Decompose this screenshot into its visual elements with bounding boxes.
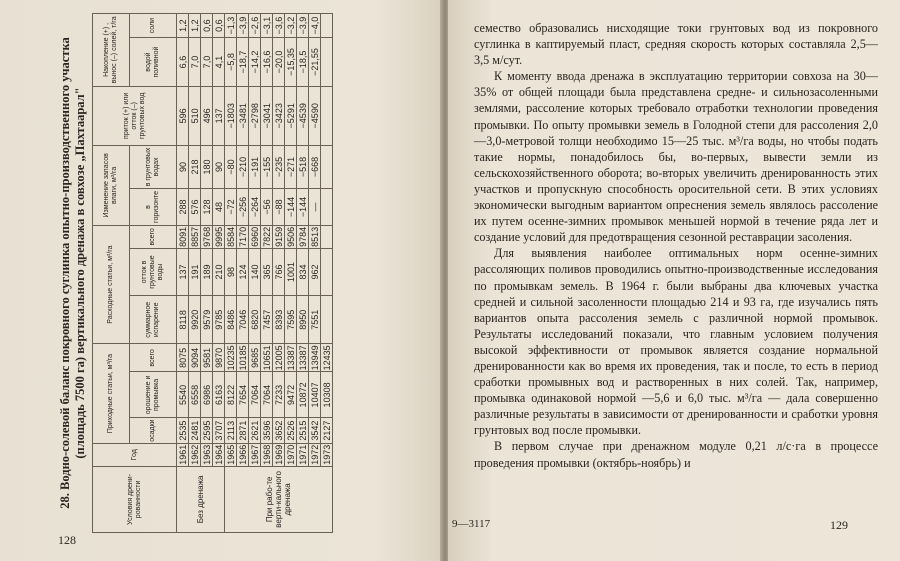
left-page-number: 128: [58, 533, 76, 547]
table-cell: −144: [285, 189, 297, 226]
paragraph: семество образовались нисходящие токи грунтовых вод из покровного суглинка в каптируемый пласт, средняя скорость которых составляла 2,5—3,5 м/сут.: [474, 21, 878, 68]
table-cell: −191: [249, 145, 261, 188]
table-cell: 2621: [249, 418, 261, 443]
table-cell: 2595: [201, 418, 213, 443]
table-cell: 6986: [201, 372, 213, 418]
rotated-table-block: [58, 13, 378, 533]
table-cell: 137: [177, 248, 189, 295]
table-cell: [321, 14, 333, 38]
table-cell: [321, 248, 333, 295]
table-cell: 2127: [321, 418, 333, 443]
table-cell: −88: [273, 189, 285, 226]
table-cell: [321, 145, 333, 188]
table-cell: 10872: [297, 372, 309, 418]
table-cell: 10235: [225, 345, 236, 371]
table-cell: −3,1: [261, 14, 273, 38]
table-cell: 0,6: [213, 14, 225, 38]
water-salt-balance-table: [92, 13, 333, 533]
table-cell: 2481: [189, 418, 201, 443]
table-cell: 365: [261, 248, 273, 295]
table-cell: −668: [309, 145, 321, 188]
table-cell: −4590: [309, 86, 321, 145]
table-cell: [321, 38, 333, 86]
table-cell: 0,6: [201, 14, 213, 38]
table-cell: 48: [213, 189, 225, 226]
paragraph: В первом случае при дренажном модуле 0,21 л/с·га в процессе проведения промывки (октябрь-ноябрь) и: [474, 439, 878, 470]
table-cell: 13949: [309, 345, 320, 371]
table-cell: 10651: [261, 345, 272, 371]
table-cell: 834: [297, 248, 309, 295]
table-cell: 3596: [261, 418, 273, 443]
table-row: [237, 14, 249, 533]
table-cell: 3707: [213, 418, 225, 443]
table-cell: −235: [273, 145, 285, 188]
table-cell: −5,8: [225, 38, 237, 86]
table-cell: 9870: [213, 344, 225, 372]
table-cell: 2113: [225, 418, 237, 443]
table-cell: 2526: [285, 418, 297, 443]
table-cell: 137: [213, 86, 225, 145]
table-cell: 3542: [309, 418, 321, 443]
col-evaporation: суммарное испарение: [130, 296, 177, 344]
table-cell: −210: [237, 145, 249, 188]
table-cell: 9785: [213, 296, 225, 344]
table-cell: −3,9: [297, 14, 309, 38]
col-horizon: в горизонте: [130, 189, 177, 226]
table-row: [285, 14, 297, 533]
col-irrigation: орошение и промывка: [130, 372, 177, 418]
left-page: [0, 0, 444, 561]
table-cell: −271: [285, 145, 297, 188]
table-cell: 9784: [297, 226, 308, 247]
table-cell: 1964: [213, 444, 224, 465]
table-cell: 2535: [177, 418, 189, 443]
table-cell: 1962: [189, 444, 200, 465]
table-cell: 9768: [201, 226, 212, 247]
table-cell: 7233: [273, 372, 285, 418]
table-cell: −15,35: [285, 38, 297, 86]
table-cell: 1963: [201, 444, 212, 465]
table-row: [249, 14, 261, 533]
table-cell: 180: [201, 145, 213, 188]
group-salts: Накопление (+) , вынос (–) солей, т/га: [93, 14, 130, 87]
table-cell: 1969: [273, 444, 284, 465]
table-cell: 9159: [273, 226, 284, 247]
table-cell: 496: [201, 86, 213, 145]
table-header-groups: [93, 14, 130, 533]
table-cell: 8950: [297, 296, 309, 344]
table-cell: 10308: [321, 372, 333, 418]
table-cell: 510: [189, 86, 201, 145]
table-cell: −3,6: [273, 14, 285, 38]
table-cell: 9579: [201, 296, 213, 344]
table-body: [177, 14, 333, 533]
table-cell: 1,2: [177, 14, 189, 38]
table-cell: [321, 189, 333, 226]
table-cell: 5540: [177, 372, 189, 418]
table-cell: 8584: [225, 226, 236, 247]
table-cell: −1,3: [225, 14, 237, 38]
col-salts: соли: [130, 14, 177, 38]
table-cell: 12435: [321, 345, 332, 371]
table-cell: 6163: [213, 372, 225, 418]
table-cell: 90: [177, 145, 189, 188]
right-page-number: 129: [830, 518, 848, 532]
table-cell: −144: [297, 189, 309, 226]
table-cell: 7170: [237, 226, 248, 247]
table-cell: −4,0: [309, 14, 321, 38]
paragraph: К моменту ввода дренажа в эксплуатацию территории совхоза на 30—35% от общей площади была представлена средне- и сильнозасоленными землями, рассоление которых требовало отработки технологии проведения промывки. По опыту промывки земель в Голодной степи для рассоления 2,0—3,0-метровой толщи необходимо 15—25 тыс. м³/га воды, но чтобы подать такие нормы, понадобилось бы, во-первых, вывести земли из сельскохозяйственного оборота; во-вторых увеличить дренированность этих участков и пропускную способность оросительной сети. В этих условиях экономически выгодным вариантом опреснения земель являлось рассоление их путем осенне-зимних промывок меньшей нормой в течение ряда лет и создание условий для предотвращения сезонной реставрации засоления.: [474, 69, 878, 245]
table-cell: −256: [237, 189, 249, 226]
table-cell: 12005: [273, 345, 284, 371]
table-cell: 4,1: [213, 38, 225, 86]
table-cell: −2,6: [249, 14, 261, 38]
table-cell: 9581: [201, 344, 213, 372]
table-cell: −14,2: [249, 38, 261, 86]
table-cell: −16,6: [261, 38, 273, 86]
table-cell: −5291: [285, 86, 297, 145]
signature-mark: 9—3117: [452, 518, 491, 530]
group-moisture-change: Изменение запасов влаги, м³/га: [93, 145, 130, 225]
table-cell: −3423: [273, 86, 285, 145]
body-text: [474, 20, 878, 471]
table-cell: 124: [237, 248, 249, 295]
table-cell: 9094: [189, 344, 201, 372]
table-cell: 7457: [261, 296, 273, 344]
table-cell: 766: [273, 248, 285, 295]
table-cell: 1961: [177, 444, 188, 465]
table-row: [189, 14, 201, 533]
table-cell: 7654: [237, 372, 249, 418]
table-cell: −18,7: [237, 38, 249, 86]
table-cell: 1001: [285, 248, 297, 295]
table-cell: 8091: [177, 226, 188, 247]
table-cell: 9506: [285, 226, 296, 247]
table-row: [321, 14, 333, 533]
table-row: [213, 14, 225, 533]
table-cell: 9995: [213, 226, 224, 247]
table-cell: 3652: [273, 418, 285, 443]
col-groundwater-flow: приток (+) или отток (–) грунтовых вод: [93, 86, 177, 145]
table-cell: 7064: [249, 372, 261, 418]
table-cell: 596: [177, 86, 189, 145]
table-cell: 98: [225, 248, 237, 295]
table-cell: 9920: [189, 296, 201, 344]
table-cell: 8513: [309, 226, 320, 247]
table-cell: −80: [225, 145, 237, 188]
table-cell: 8857: [189, 226, 200, 247]
table-row: [225, 14, 237, 533]
table-cell: 2871: [237, 418, 249, 443]
table-row: [297, 14, 309, 533]
table-cell: 10407: [309, 372, 321, 418]
table-cell: 7822: [261, 226, 272, 247]
paragraph: Для выявления наиболее оптимальных норм осенне-зимних рассоляющих поливов проводились опытно-производственные исследования по промывкам земель. В 1964 г. были выбраны два ключевых участка средней и сильной засоленности площадью 214 и 93 га, где изучались пять вариантов опыта рассоления земель с различной нормой промывок. Результаты исследований показали, что главным условием получения высокой эффективности от промывок является создание нормальной дренированности как во время их проведения, так и после, то есть в период сработки промывных вод и растворенных в них солей. Так, например, промывка одинаковой нормой —5,6 и 6,0 тыс. м³/га — дала совершенно различные результаты в зависимости от дренированности и сработки уровня грунтовых вод после промывки.: [474, 246, 878, 438]
table-cell: 7,0: [201, 38, 213, 86]
group-expense: Расходные статьи, м³/га: [93, 225, 130, 344]
table-cell: −3,9: [237, 14, 249, 38]
table-title: 28. Водно-солевой баланс покровного суглинка опытно-производственного участка (площадь 7500 га) вертикального дренажа в совхозе „Пахтаарал": [58, 37, 87, 509]
table-cell: −72: [225, 189, 237, 226]
table-cell: −3041: [261, 86, 273, 145]
table-cell: 10185: [237, 345, 248, 371]
table-cell: 1,2: [189, 14, 201, 38]
table-cell: −264: [249, 189, 261, 226]
table-cell: 218: [189, 145, 201, 188]
table-cell: 1966: [237, 444, 248, 465]
col-precipitation: осадки: [130, 418, 177, 443]
col-expense-total: всего: [130, 225, 177, 248]
table-cell: 576: [189, 189, 201, 226]
table-cell: [321, 225, 333, 248]
col-groundwater: в грунтовых водах: [130, 145, 177, 188]
table-cell: 7551: [309, 296, 321, 344]
table-row: [177, 14, 189, 533]
table-cell: [321, 296, 333, 344]
col-water: водой поливной: [130, 38, 177, 86]
table-cell: 6960: [249, 226, 260, 247]
table-cell: 13387: [297, 345, 308, 371]
group-income: Приходные статьи, м³/га: [93, 344, 130, 443]
table-cell: −3481: [237, 86, 249, 145]
table-cell: −1803: [225, 86, 237, 145]
col-year: Год: [93, 443, 177, 466]
table-cell: 8393: [273, 296, 285, 344]
table-cell: −518: [297, 145, 309, 188]
condition-cell: При рабо-те верти-кального дренажа: [225, 466, 333, 532]
table-cell: −155: [261, 145, 273, 188]
table-cell: 1967: [249, 444, 260, 465]
col-outflow: отток в грунтовые воды: [130, 248, 177, 295]
table-cell: 90: [213, 145, 225, 188]
table-cell: 189: [201, 248, 213, 295]
table-cell: 7046: [237, 296, 249, 344]
table-cell: 140: [249, 248, 261, 295]
table-cell: 128: [201, 189, 213, 226]
table-row: [309, 14, 321, 533]
table-cell: 962: [309, 248, 321, 295]
table-cell: 6820: [249, 296, 261, 344]
col-condition: Условия дрени-рованности: [93, 466, 177, 532]
col-income-total: всего: [130, 344, 177, 372]
table-cell: 6,6: [177, 38, 189, 86]
table-cell: −2798: [249, 86, 261, 145]
table-cell: 7064: [261, 372, 273, 418]
table-cell: [321, 86, 333, 145]
table-cell: 1973: [321, 444, 332, 465]
table-cell: 6558: [189, 372, 201, 418]
table-row: [261, 14, 273, 533]
table-cell: 7,0: [189, 38, 201, 86]
table-cell: −56: [261, 189, 273, 226]
condition-cell: Без дренажа: [177, 466, 225, 532]
table-row: [201, 14, 213, 533]
table-cell: 13387: [285, 345, 296, 371]
table-cell: −4539: [297, 86, 309, 145]
table-cell: −20,0: [273, 38, 285, 86]
table-cell: −21,55: [309, 38, 321, 86]
table-cell: 8118: [177, 296, 189, 344]
table-cell: 2515: [297, 418, 309, 443]
table-cell: 9472: [285, 372, 297, 418]
table-cell: —: [309, 189, 321, 226]
table-cell: 1968: [261, 444, 272, 465]
table-cell: −3,2: [285, 14, 297, 38]
right-page: [448, 0, 900, 561]
table-cell: 8075: [177, 344, 189, 372]
table-cell: 288: [177, 189, 189, 226]
table-cell: 8122: [225, 372, 237, 418]
table-cell: 210: [213, 248, 225, 295]
table-row: [273, 14, 285, 533]
table-cell: 9685: [249, 344, 261, 372]
table-cell: 1970: [285, 444, 296, 465]
table-cell: 191: [189, 248, 201, 295]
table-cell: 8486: [225, 296, 237, 344]
table-cell: 7595: [285, 296, 297, 344]
table-cell: 1965: [225, 444, 236, 465]
table-cell: −18,5: [297, 38, 309, 86]
table-cell: 1972: [309, 444, 320, 465]
table-cell: 1971: [297, 444, 308, 465]
